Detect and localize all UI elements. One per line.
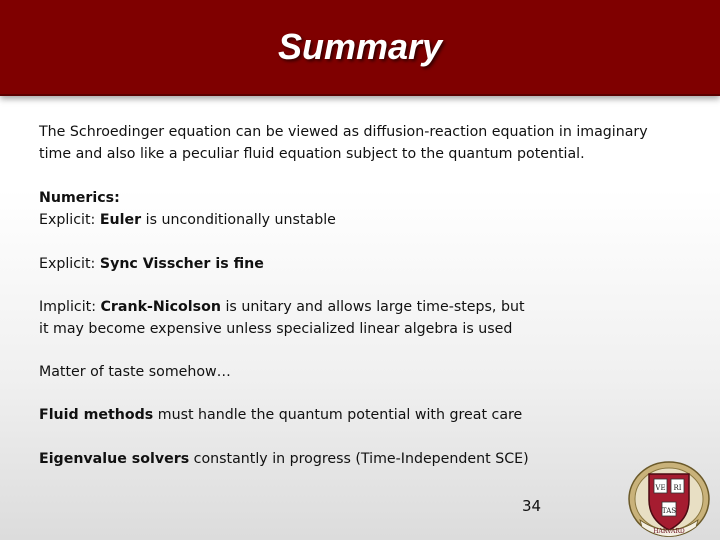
intro-line-2: time and also like a peculiar fluid equation subject to the quantum potential. bbox=[39, 146, 585, 162]
eigenvalue-rest: constantly in progress (Time-Independent SCE) bbox=[189, 451, 529, 467]
page-number: 34 bbox=[522, 497, 542, 515]
slide-body bbox=[39, 121, 679, 470]
numerics-heading bbox=[39, 187, 679, 209]
explicit-euler-line bbox=[39, 209, 679, 231]
implicit-line-1 bbox=[39, 296, 679, 318]
logo-text-ve: VE bbox=[655, 484, 666, 492]
logo-text-harvard: HARVARD bbox=[653, 528, 685, 535]
implicit-bold: Crank-Nicolson bbox=[100, 299, 221, 315]
intro-line-1: The Schroedinger equation can be viewed as diffusion-reaction equation in imaginary bbox=[39, 124, 648, 140]
fluid-methods-bold: Fluid methods bbox=[39, 407, 154, 423]
title-bar bbox=[0, 0, 720, 96]
fluid-methods-rest: must handle the quantum potential with great care bbox=[153, 407, 523, 423]
harvard-shield-logo bbox=[626, 460, 712, 538]
fluid-methods-line bbox=[39, 404, 679, 426]
implicit-prefix: Implicit: bbox=[39, 299, 101, 315]
eigenvalue-line bbox=[39, 448, 679, 470]
numerics-heading-text: Numerics: bbox=[39, 190, 120, 206]
implicit-line-2: it may become expensive unless specialized linear algebra is used bbox=[39, 321, 513, 337]
explicit-euler-prefix: Explicit: bbox=[39, 212, 100, 228]
explicit-visscher-line bbox=[39, 253, 679, 275]
explicit-visscher-prefix: Explicit: bbox=[39, 256, 100, 272]
explicit-euler-bold: Euler bbox=[99, 212, 142, 228]
implicit-rest: is unitary and allows large time-steps, but bbox=[220, 299, 525, 315]
eigenvalue-bold: Eigenvalue solvers bbox=[39, 451, 190, 467]
logo-text-ri: RI bbox=[673, 484, 682, 492]
slide-title: Summary bbox=[277, 26, 443, 67]
explicit-euler-rest: is unconditionally unstable bbox=[141, 212, 336, 228]
matter-of-taste: Matter of taste somehow… bbox=[39, 364, 231, 380]
explicit-visscher-bold: Sync Visscher is fine bbox=[99, 256, 264, 272]
logo-text-tas: TAS bbox=[661, 507, 677, 515]
